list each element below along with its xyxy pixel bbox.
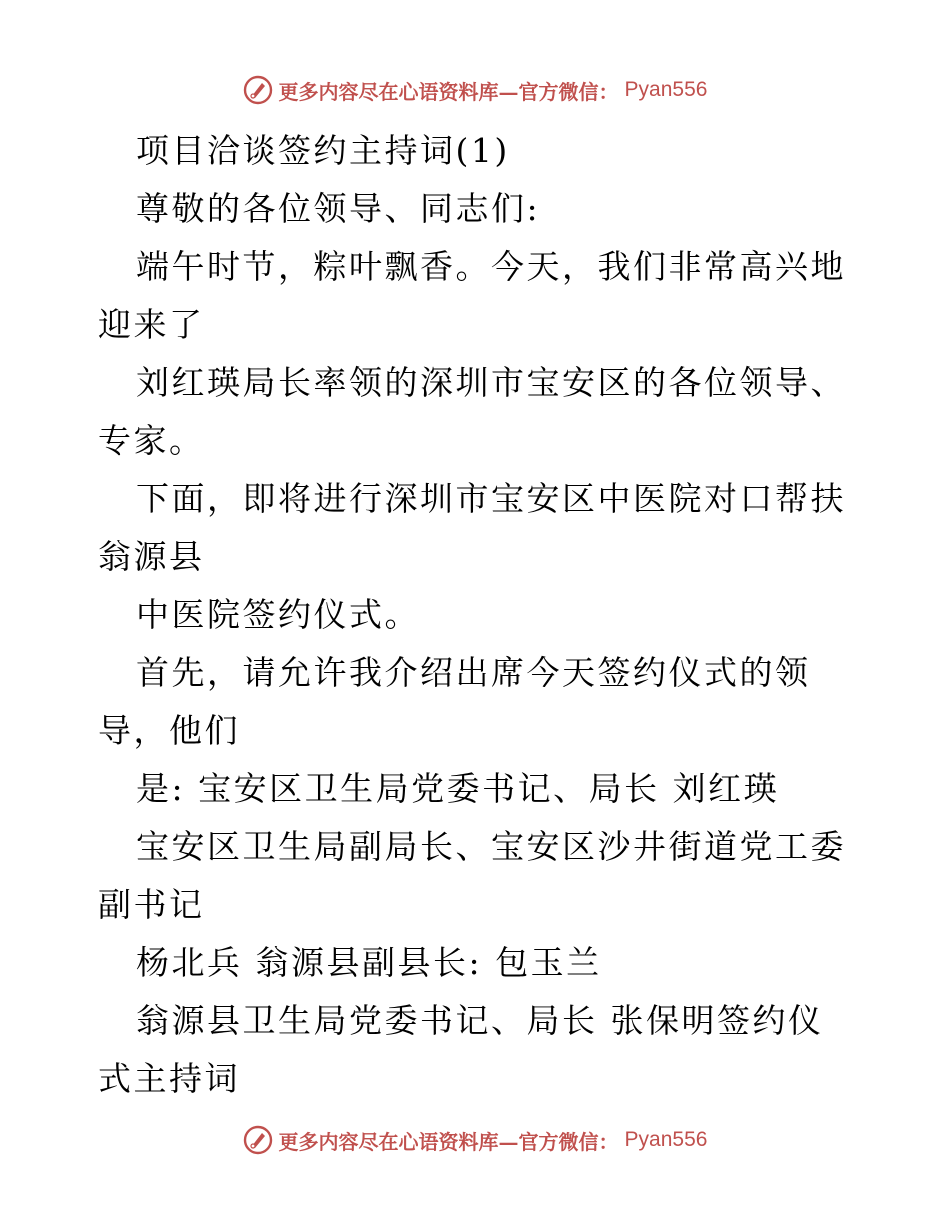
banner-text: 更多内容尽在心语资料库—官方微信： xyxy=(278,79,619,104)
document-title: 项目洽谈签约主持词(1) xyxy=(136,131,510,170)
paragraph: 首先，请允许我介绍出席今天签约仪式的领导，他们 xyxy=(98,653,811,750)
banner-wechat-id: Pyan556 xyxy=(624,1128,708,1151)
salutation: 尊敬的各位领导、同志们: xyxy=(136,189,541,228)
paragraph: 杨北兵 翁源县副县长: 包玉兰 xyxy=(136,943,602,982)
paragraph: 刘红瑛局长率领的深圳市宝安区的各位领导、专家。 xyxy=(98,363,846,460)
paragraph: 端午时节，粽叶飘香。今天，我们非常高兴地迎来了 xyxy=(98,247,846,344)
banner-wechat-id: Pyan556 xyxy=(624,78,708,101)
footer-watermark-banner xyxy=(0,1120,950,1160)
pen-nib-icon xyxy=(243,1125,273,1155)
paragraph: 翁源县卫生局党委书记、局长 张保明签约仪式主持词 xyxy=(98,1001,824,1098)
paragraph: 中医院签约仪式。 xyxy=(136,595,420,634)
paragraph: 宝安区卫生局副局长、宝安区沙井街道党工委副书记 xyxy=(98,827,846,924)
header-watermark-banner xyxy=(0,70,950,110)
paragraph: 是: 宝安区卫生局党委书记、局长 刘红瑛 xyxy=(136,769,780,808)
banner-text: 更多内容尽在心语资料库—官方微信： xyxy=(278,1129,619,1154)
pen-nib-icon xyxy=(243,75,273,105)
document-body xyxy=(98,122,858,1108)
paragraph: 下面，即将进行深圳市宝安区中医院对口帮扶翁源县 xyxy=(98,479,846,576)
